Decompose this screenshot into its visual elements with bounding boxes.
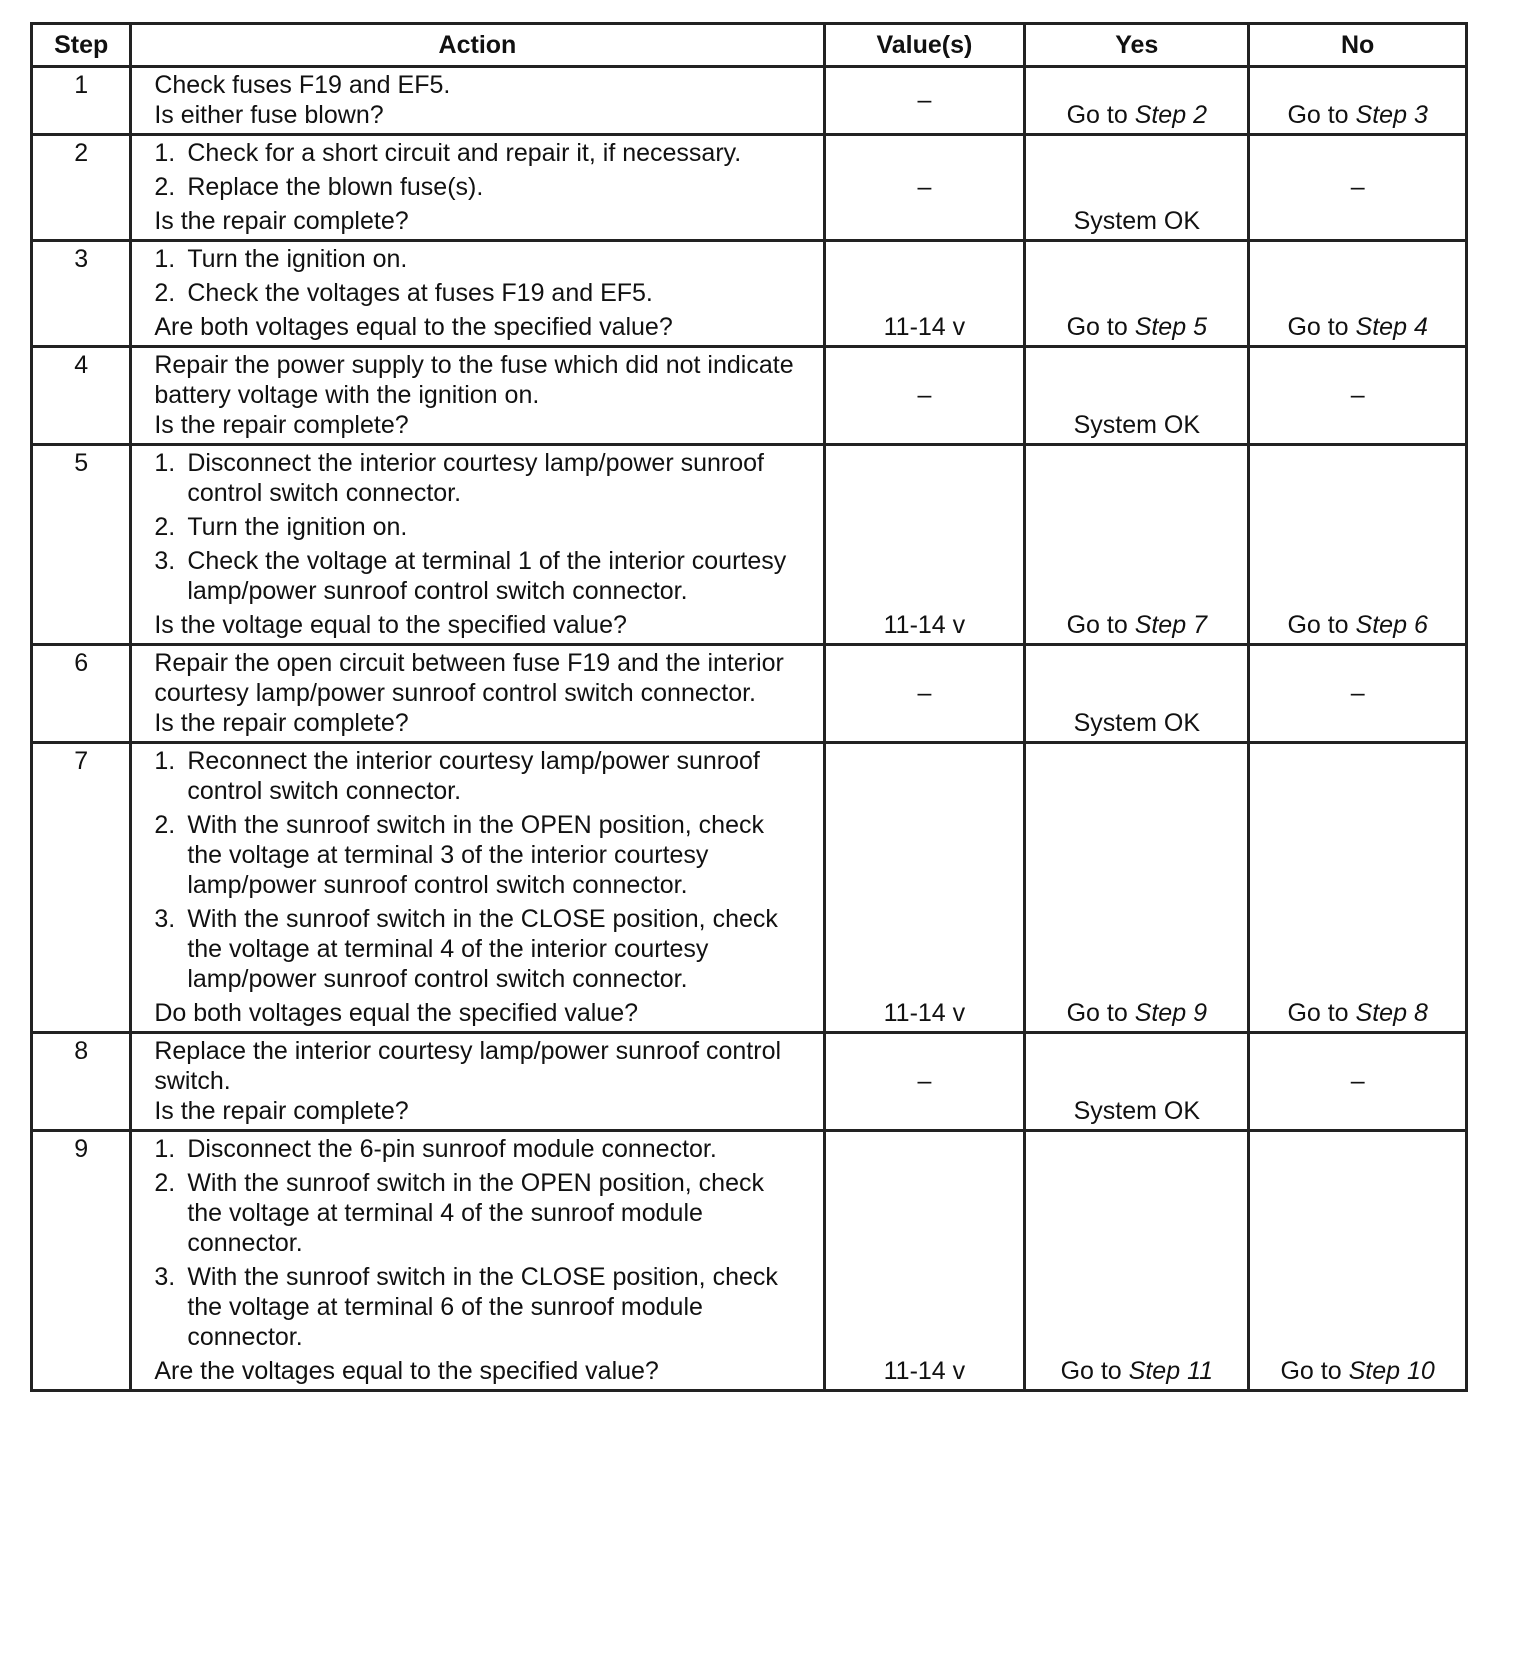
goto-step-ref: [1135, 101, 1207, 129]
header-row: [32, 24, 1467, 67]
list-item-number: 1.: [154, 245, 176, 273]
list-item-text: Check for a short circuit and repair it, if necessary.: [187, 139, 742, 167]
goto-step-word: Step: [1134, 101, 1187, 129]
list-item-text: Turn the ignition on.: [187, 513, 408, 541]
action-text: Repair the power supply to the fuse which did not indicate battery voltage with the ignition on.: [154, 351, 794, 409]
action-cell: [131, 241, 824, 347]
goto-step-number: 3: [1413, 101, 1428, 129]
yes-goto: [1048, 312, 1225, 342]
list-item-number: 1.: [154, 747, 176, 775]
action-question: Is the repair complete?: [154, 709, 409, 737]
goto-step-ref: [1135, 999, 1207, 1027]
goto-prefix: Go to: [1066, 101, 1128, 129]
list-item-number: 3.: [154, 905, 176, 933]
goto-prefix: Go to: [1060, 1357, 1122, 1385]
goto-step-number: 7: [1193, 611, 1207, 639]
list-item-text: Check the voltage at terminal 1 of the interior courtesy lamp/power sunroof control switch connector.: [187, 547, 787, 605]
goto-step-number: 4: [1413, 313, 1428, 341]
list-item: [154, 1168, 800, 1258]
value-cell: [824, 241, 1025, 347]
header-yes: Yes: [1025, 24, 1249, 67]
action-question: Is the repair complete?: [154, 1097, 409, 1125]
no-cell: [1249, 67, 1467, 135]
action-question: Is either fuse blown?: [154, 101, 384, 129]
goto-step-ref: [1135, 611, 1207, 639]
list-item-number: 3.: [154, 1263, 176, 1291]
action-steps-list: [154, 1134, 800, 1352]
goto-step-ref: [1356, 999, 1428, 1027]
goto-prefix: Go to: [1066, 611, 1128, 639]
no-cell: [1249, 743, 1467, 1033]
goto-step-word: Step: [1128, 1357, 1181, 1385]
value-cell: [824, 1033, 1025, 1131]
value-dash: –: [917, 679, 932, 707]
goto-step-word: Step: [1355, 999, 1407, 1027]
table-row: [32, 67, 1467, 135]
action-cell: [131, 347, 824, 445]
list-item: [154, 138, 800, 168]
no-goto: [1272, 312, 1443, 342]
value-cell: [824, 645, 1025, 743]
step-number: 7: [32, 743, 131, 1033]
list-item-number: 1.: [154, 139, 176, 167]
value-dash: –: [917, 381, 932, 409]
table-body: [32, 67, 1467, 1391]
list-item: [154, 172, 800, 202]
goto-prefix: Go to: [1287, 101, 1349, 129]
yes-result: System OK: [1073, 1097, 1200, 1125]
goto-prefix: Go to: [1280, 1357, 1342, 1385]
yes-goto: [1048, 610, 1225, 640]
value-cell: [824, 347, 1025, 445]
action-cell: [131, 1131, 824, 1391]
value-text: 11-14 v: [883, 999, 966, 1027]
goto-step-number: 11: [1187, 1357, 1214, 1385]
yes-cell: [1025, 347, 1249, 445]
list-item-text: Check the voltages at fuses F19 and EF5.: [187, 279, 653, 307]
action-text: Repair the open circuit between fuse F19 and the interior courtesy lamp/power sunroof control switch connector.: [154, 649, 784, 707]
list-item-text: With the sunroof switch in the OPEN position, check the voltage at terminal 3 of the interior courtesy lamp/power sunroof control switch connector.: [187, 811, 764, 899]
no-dash: –: [1350, 1067, 1365, 1095]
no-cell: [1249, 445, 1467, 645]
list-item: [154, 746, 800, 806]
goto-step-ref: [1129, 1357, 1213, 1385]
list-item-number: 2.: [154, 513, 176, 541]
list-item: [154, 1262, 800, 1352]
action-steps-list: [154, 138, 800, 202]
value-dash: –: [917, 173, 932, 201]
no-goto: [1272, 1356, 1443, 1386]
action-question: Is the repair complete?: [154, 207, 409, 235]
list-item: [154, 810, 800, 900]
goto-step-ref: [1356, 611, 1428, 639]
goto-prefix: Go to: [1287, 611, 1349, 639]
action-text: Replace the interior courtesy lamp/power sunroof control switch.: [154, 1037, 782, 1095]
list-item-text: Disconnect the interior courtesy lamp/power sunroof control switch connector.: [187, 449, 764, 507]
action-cell: [131, 67, 824, 135]
no-dash: –: [1350, 679, 1365, 707]
list-item-number: 2.: [154, 173, 176, 201]
step-number: 5: [32, 445, 131, 645]
list-item-text: With the sunroof switch in the CLOSE position, check the voltage at terminal 4 of the interior courtesy lamp/power sunroof control switch connector.: [187, 905, 778, 993]
table-row: [32, 347, 1467, 445]
value-cell: [824, 445, 1025, 645]
no-goto: [1272, 100, 1443, 130]
yes-result: System OK: [1073, 207, 1200, 235]
no-cell: [1249, 241, 1467, 347]
action-text: Check fuses F19 and EF5.: [154, 71, 451, 99]
goto-step-number: 10: [1406, 1357, 1435, 1385]
yes-result: System OK: [1073, 411, 1200, 439]
yes-result: System OK: [1073, 709, 1200, 737]
value-text: 11-14 v: [883, 611, 966, 639]
goto-step-word: Step: [1355, 101, 1407, 129]
table-row: [32, 241, 1467, 347]
step-number: 4: [32, 347, 131, 445]
step-number: 3: [32, 241, 131, 347]
yes-cell: [1025, 67, 1249, 135]
goto-step-number: 8: [1413, 999, 1428, 1027]
list-item-text: Reconnect the interior courtesy lamp/power sunroof control switch connector.: [187, 747, 760, 805]
list-item: [154, 512, 800, 542]
value-dash: –: [917, 86, 932, 114]
yes-cell: [1025, 1131, 1249, 1391]
header-step: Step: [32, 24, 131, 67]
table-row: [32, 1131, 1467, 1391]
table-row: [32, 135, 1467, 241]
action-question: Is the voltage equal to the specified value?: [154, 611, 627, 639]
goto-step-number: 6: [1413, 611, 1428, 639]
step-number: 6: [32, 645, 131, 743]
goto-step-ref: [1356, 101, 1428, 129]
list-item: [154, 904, 800, 994]
action-question: Do both voltages equal the specified value?: [154, 999, 638, 1027]
goto-step-ref: [1135, 313, 1207, 341]
list-item-text: Replace the blown fuse(s).: [187, 173, 484, 201]
no-cell: [1249, 645, 1467, 743]
list-item-number: 2.: [154, 279, 176, 307]
header-no: No: [1249, 24, 1467, 67]
value-cell: [824, 743, 1025, 1033]
yes-goto: [1048, 100, 1225, 130]
goto-step-ref: [1349, 1357, 1435, 1385]
yes-cell: [1025, 645, 1249, 743]
action-question: Is the repair complete?: [154, 411, 409, 439]
no-cell: [1249, 347, 1467, 445]
table-row: [32, 645, 1467, 743]
list-item: [154, 244, 800, 274]
action-cell: [131, 445, 824, 645]
list-item-number: 2.: [154, 1169, 176, 1197]
action-cell: [131, 1033, 824, 1131]
list-item: [154, 546, 800, 606]
diagnostic-table: [30, 22, 1468, 1392]
step-number: 8: [32, 1033, 131, 1131]
goto-step-word: Step: [1348, 1357, 1401, 1385]
goto-prefix: Go to: [1287, 313, 1349, 341]
value-text: 11-14 v: [883, 1357, 966, 1385]
no-cell: [1249, 135, 1467, 241]
goto-step-ref: [1356, 313, 1428, 341]
header-values: Value(s): [824, 24, 1025, 67]
yes-goto: [1048, 1356, 1225, 1386]
no-dash: –: [1350, 173, 1365, 201]
table-row: [32, 1033, 1467, 1131]
list-item: [154, 278, 800, 308]
list-item-text: With the sunroof switch in the CLOSE position, check the voltage at terminal 6 of the sunroof module connector.: [187, 1263, 778, 1351]
yes-cell: [1025, 1033, 1249, 1131]
yes-goto: [1048, 998, 1225, 1028]
yes-cell: [1025, 743, 1249, 1033]
no-cell: [1249, 1033, 1467, 1131]
value-text: 11-14 v: [883, 313, 966, 341]
table-header: [32, 24, 1467, 67]
list-item-number: 2.: [154, 811, 176, 839]
goto-prefix: Go to: [1066, 313, 1128, 341]
no-goto: [1272, 610, 1443, 640]
goto-step-number: 9: [1193, 999, 1207, 1027]
action-question: Are both voltages equal to the specified value?: [154, 313, 673, 341]
list-item-number: 1.: [154, 1135, 176, 1163]
list-item: [154, 448, 800, 508]
step-number: 1: [32, 67, 131, 135]
yes-cell: [1025, 241, 1249, 347]
goto-prefix: Go to: [1066, 999, 1128, 1027]
action-cell: [131, 135, 824, 241]
action-cell: [131, 645, 824, 743]
goto-step-number: 5: [1193, 313, 1207, 341]
goto-step-word: Step: [1134, 313, 1187, 341]
step-number: 9: [32, 1131, 131, 1391]
action-cell: [131, 743, 824, 1033]
action-steps-list: [154, 746, 800, 994]
value-cell: [824, 135, 1025, 241]
value-cell: [824, 67, 1025, 135]
goto-step-word: Step: [1134, 611, 1187, 639]
value-cell: [824, 1131, 1025, 1391]
table-row: [32, 743, 1467, 1033]
action-question: Are the voltages equal to the specified value?: [154, 1357, 659, 1385]
yes-cell: [1025, 445, 1249, 645]
no-goto: [1272, 998, 1443, 1028]
list-item-text: Turn the ignition on.: [187, 245, 408, 273]
action-steps-list: [154, 448, 800, 606]
list-item: [154, 1134, 800, 1164]
list-item-number: 1.: [154, 449, 176, 477]
list-item-number: 3.: [154, 547, 176, 575]
goto-step-number: 2: [1193, 101, 1207, 129]
step-number: 2: [32, 135, 131, 241]
goto-prefix: Go to: [1287, 999, 1349, 1027]
no-cell: [1249, 1131, 1467, 1391]
list-item-text: Disconnect the 6-pin sunroof module connector.: [187, 1135, 717, 1163]
goto-step-word: Step: [1134, 999, 1187, 1027]
goto-step-word: Step: [1355, 313, 1407, 341]
value-dash: –: [917, 1067, 932, 1095]
list-item-text: With the sunroof switch in the OPEN position, check the voltage at terminal 4 of the sunroof module connector.: [187, 1169, 764, 1257]
no-dash: –: [1350, 381, 1365, 409]
goto-step-word: Step: [1355, 611, 1407, 639]
header-action: Action: [131, 24, 824, 67]
table-row: [32, 445, 1467, 645]
yes-cell: [1025, 135, 1249, 241]
action-steps-list: [154, 244, 800, 308]
